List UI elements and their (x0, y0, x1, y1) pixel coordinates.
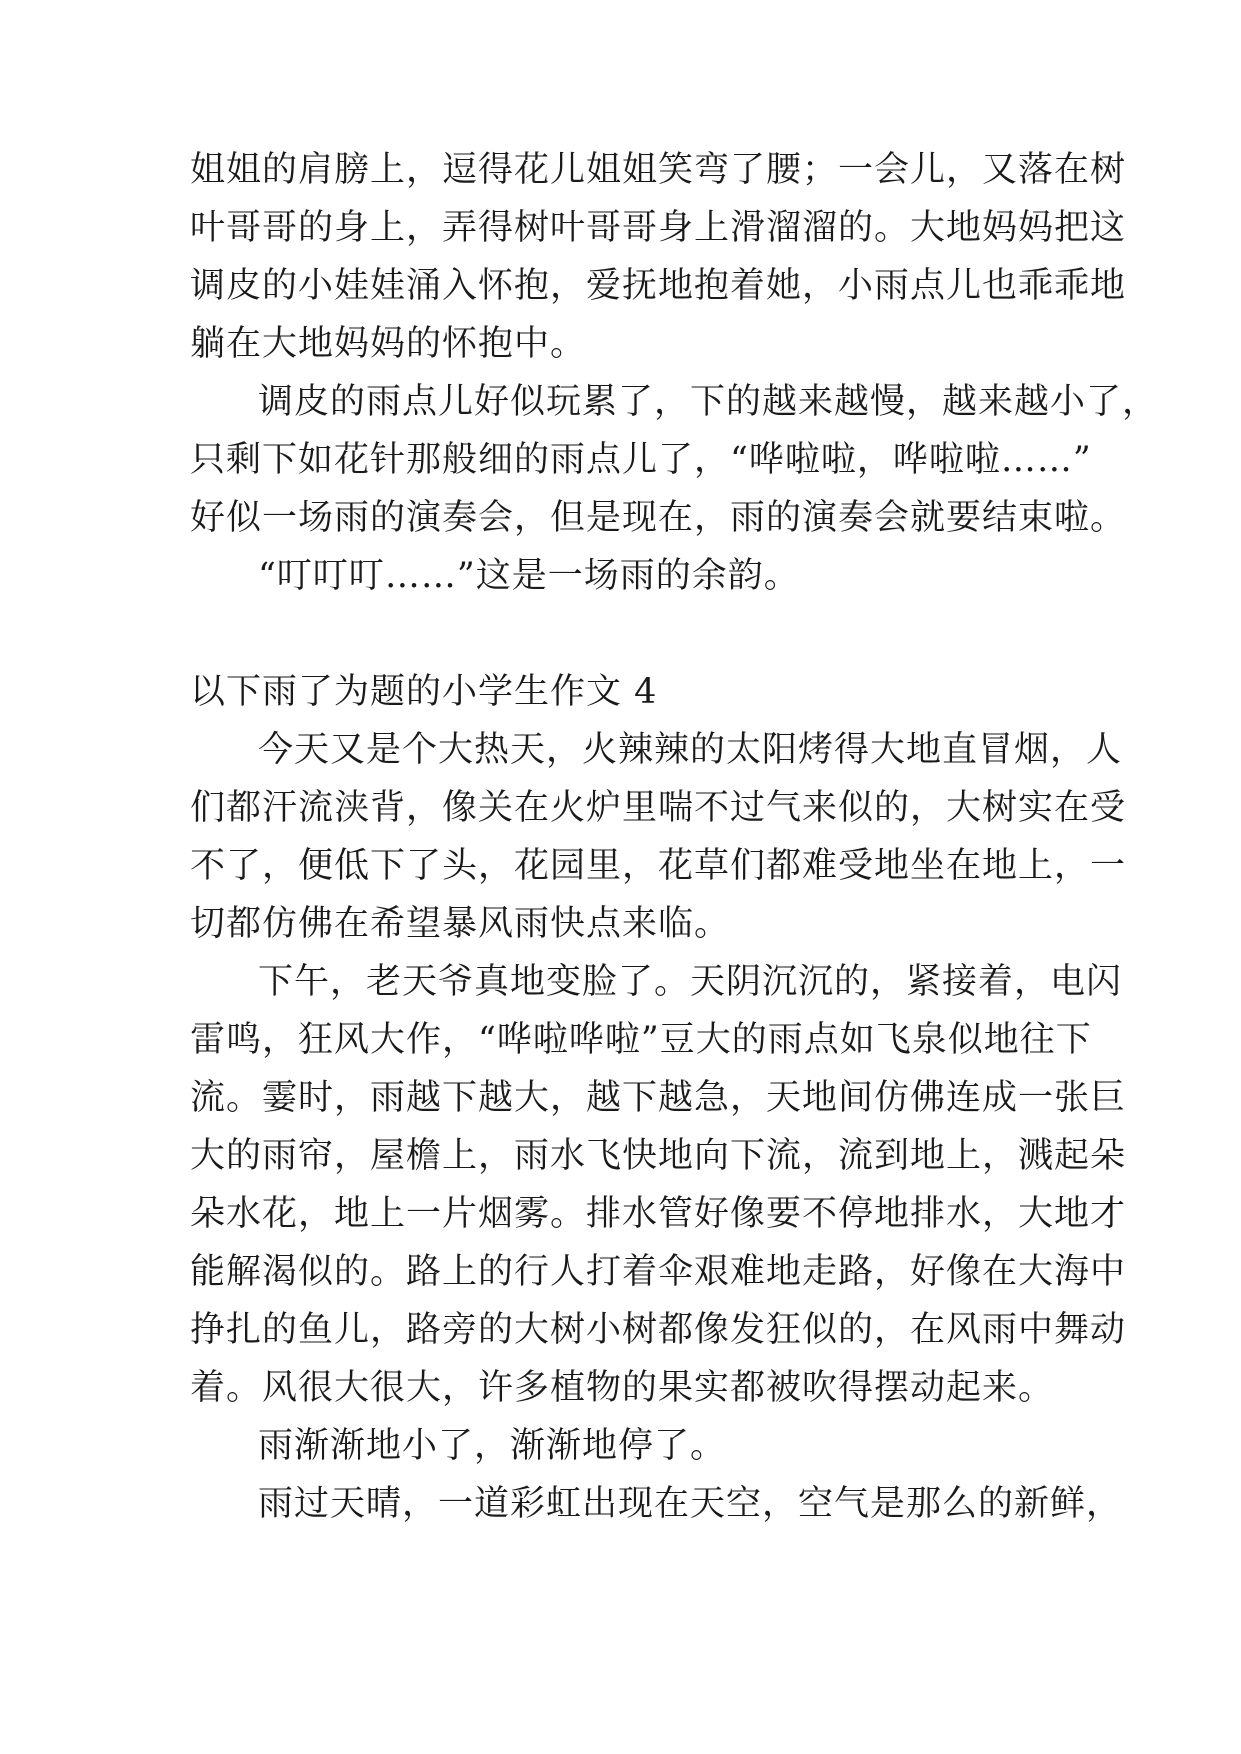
paragraph-line: 雨渐渐地小了，渐渐地停了。 (258, 1426, 727, 1466)
paragraph-line: 能解渴似的。路上的行人打着伞艰难地走路，好像在大海中 (190, 1252, 1127, 1292)
paragraph-line: 挣扎的鱼儿，路旁的大树小树都像发狂似的，在风雨中舞动 (190, 1310, 1127, 1350)
section-heading: 以下雨了为题的小学生作文 4 (190, 672, 658, 712)
paragraph-line: “叮叮叮……”这是一场雨的余韵。 (258, 556, 800, 596)
paragraph-line: 朵水花，地上一片烟雾。排水管好像要不停地排水，大地才 (190, 1194, 1127, 1234)
paragraph-line: 们都汗流浃背，像关在火炉里喘不过气来似的，大树实在受 (190, 788, 1127, 828)
paragraph-line: 不了，便低下了头，花园里，花草们都难受地坐在地上，一 (190, 846, 1127, 886)
paragraph-line: 姐姐的肩膀上，逗得花儿姐姐笑弯了腰；一会儿，又落在树 (190, 150, 1127, 190)
paragraph-line: 只剩下如花针那般细的雨点儿了，“哗啦啦，哗啦啦……” (190, 440, 1092, 480)
paragraph-line: 调皮的雨点儿好似玩累了，下的越来越慢，越来越小了， (258, 382, 1159, 422)
paragraph-line: 雨过天晴，一道彩虹出现在天空，空气是那么的新鲜， (258, 1484, 1123, 1524)
paragraph-line: 下午，老天爷真地变脸了。天阴沉沉的，紧接着，电闪 (258, 962, 1123, 1002)
paragraph-line: 流。霎时，雨越下越大，越下越急，天地间仿佛连成一张巨 (190, 1078, 1127, 1118)
paragraph-line: 叶哥哥的身上，弄得树叶哥哥身上滑溜溜的。大地妈妈把这 (190, 208, 1127, 248)
paragraph-line: 切都仿佛在希望暴风雨快点来临。 (190, 904, 731, 944)
paragraph-line: 着。风很大很大，许多植物的果实都被吹得摆动起来。 (190, 1368, 1055, 1408)
paragraph-line: 今天又是个大热天，火辣辣的太阳烤得大地直冒烟，人 (258, 730, 1123, 770)
paragraph-line: 雷鸣，狂风大作，“哗啦哗啦”豆大的雨点如飞泉似地往下 (190, 1020, 1092, 1060)
paragraph-line: 大的雨帘，屋檐上，雨水飞快地向下流，流到地上，溅起朵 (190, 1136, 1127, 1176)
paragraph-line: 调皮的小娃娃涌入怀抱，爱抚地抱着她，小雨点儿也乖乖地 (190, 266, 1127, 306)
paragraph-line: 躺在大地妈妈的怀抱中。 (190, 324, 587, 364)
paragraph-line: 好似一场雨的演奏会，但是现在，雨的演奏会就要结束啦。 (190, 498, 1127, 538)
